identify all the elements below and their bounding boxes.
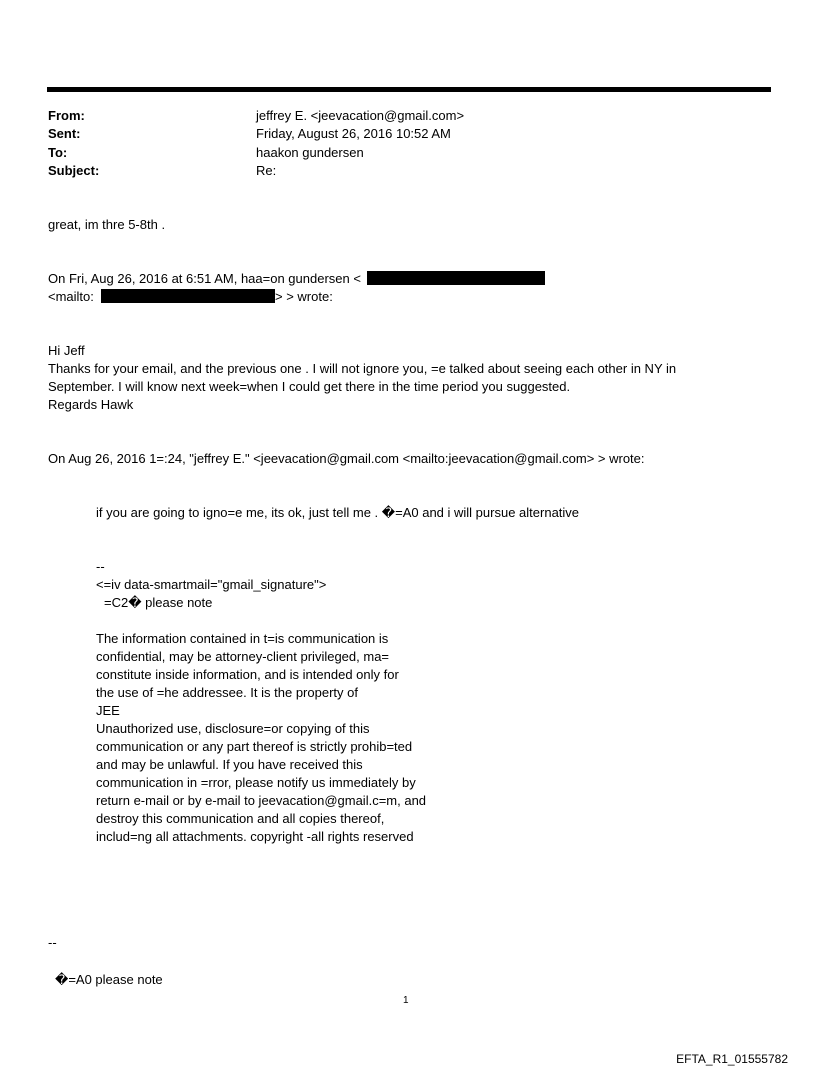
disclaimer-line: the use of =he addressee. It is the property of <box>96 685 358 700</box>
redaction-box <box>101 289 275 303</box>
disclaimer-line: communication in =rror, please notify us immediately by <box>96 775 416 790</box>
hawk-signoff: Regards Hawk <box>48 397 134 412</box>
hawk-line-1: Thanks for your email, and the previous one . I will not ignore you, =e talked about seeing each other in NY in <box>48 361 677 376</box>
disclaimer-line: The information contained in t=is communication is <box>96 631 389 646</box>
subject-value: Re: <box>256 163 277 178</box>
disclaimer-line: constitute inside information, and is intended only for <box>96 667 399 682</box>
end-note: �=A0 please note <box>55 972 163 987</box>
disclaimer-line: destroy this communication and all copies thereof, <box>96 811 385 826</box>
disclaimer-line: return e-mail or by e-mail to jeevacation@gmail.c=m, and <box>96 793 427 808</box>
quote1-line2a: <mailto: <box>48 289 94 304</box>
hawk-line-2: September. I will know next week=when I could get there in the time period you suggested. <box>48 379 571 394</box>
to-value: haakon gundersen <box>256 145 364 160</box>
disclaimer-line: JEE <box>96 703 120 718</box>
from-label: From: <box>48 108 85 123</box>
document-id: EFTA_R1_01555782 <box>676 1052 788 1066</box>
disclaimer-line: includ=ng all attachments. copyright -all rights reserved <box>96 829 414 844</box>
quote2-line: On Aug 26, 2016 1=:24, "jeffrey E." <jeevacation@gmail.com <mailto:jeevacation@gmail.com> > wrote: <box>48 451 645 466</box>
to-label: To: <box>48 145 68 160</box>
jeff-message: if you are going to igno=e me, its ok, just tell me . �=A0 and i will pursue alternative <box>96 505 580 520</box>
disclaimer-line: confidential, may be attorney-client privileged, ma= <box>96 649 390 664</box>
page-number: 1 <box>403 995 409 1006</box>
signature-dash: -- <box>96 559 105 574</box>
top-rule <box>47 87 771 92</box>
sent-value: Friday, August 26, 2016 10:52 AM <box>256 126 451 141</box>
quote1-line1: On Fri, Aug 26, 2016 at 6:51 AM, haa=on gundersen < <box>48 271 361 286</box>
signature-note: =C2� please note <box>104 595 213 610</box>
disclaimer-line: Unauthorized use, disclosure=or copying of this <box>96 721 370 736</box>
end-dash: -- <box>48 935 57 950</box>
sent-label: Sent: <box>48 126 81 141</box>
from-value: jeffrey E. <jeevacation@gmail.com> <box>256 108 465 123</box>
hawk-greeting: Hi Jeff <box>48 343 85 358</box>
disclaimer-line: and may be unlawful. If you have received this <box>96 757 363 772</box>
disclaimer-line: communication or any part thereof is strictly prohib=ted <box>96 739 413 754</box>
signature-div: <=iv data-smartmail="gmail_signature"> <box>96 577 327 592</box>
quote1-line2b: > > wrote: <box>275 289 333 304</box>
subject-label: Subject: <box>48 163 100 178</box>
redaction-box <box>367 271 545 285</box>
reply-text: great, im thre 5-8th . <box>48 217 166 232</box>
